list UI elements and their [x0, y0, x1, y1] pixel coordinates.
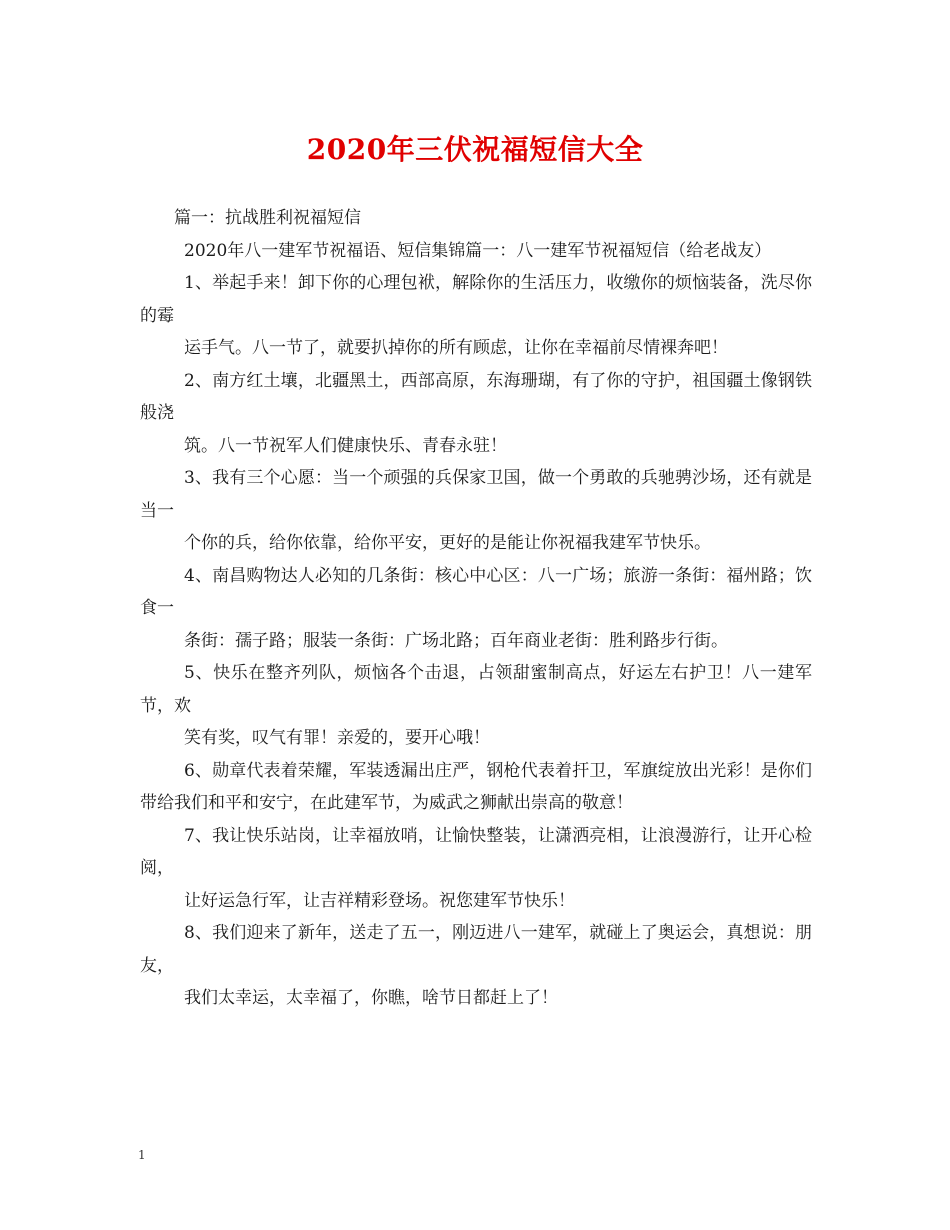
- paragraph: 笑有奖，叹气有罪！亲爱的，要开心哦！: [184, 728, 490, 748]
- paragraph: 让好运急行军，让吉祥精彩登场。祝您建军节快乐！: [184, 890, 575, 911]
- paragraph: 我们太幸运，太幸福了，你瞧，啥节日都赶上了！: [184, 988, 558, 1008]
- paragraph: 2020年八一建军节祝福语、短信集锦篇一：八一建军节祝福短信（给老战友）: [184, 240, 772, 261]
- paragraph: 3、我有三个心愿：当一个顽强的兵保家卫国，做一个勇敢的兵驰骋沙场，还有就是当一: [140, 468, 812, 521]
- paragraph: 篇一：抗战胜利祝福短信: [174, 208, 361, 228]
- paragraph: 5、快乐在整齐列队，烦恼各个击退，占领甜蜜制高点，好运左右护卫！八一建军节，欢: [140, 663, 812, 716]
- paragraph: 1、举起手来！卸下你的心理包袱，解除你的生活压力，收缴你的烦恼装备，洗尽你的霉: [140, 273, 812, 326]
- paragraph: 个你的兵，给你依靠，给你平安，更好的是能让你祝福我建军节快乐。: [184, 533, 711, 553]
- paragraph: 2、南方红土壤，北疆黑土，西部高原，东海珊瑚，有了你的守护，祖国疆土像钢铁般浇: [140, 370, 812, 423]
- paragraph: 筑。八一节祝军人们健康快乐、青春永驻！: [184, 435, 507, 456]
- document-title: 2020年三伏祝福短信大全: [306, 133, 644, 166]
- paragraph: 4、南昌购物达人必知的几条街：核心中心区：八一广场；旅游一条街：福州路；饮食一: [140, 565, 812, 618]
- paragraph: 6、勋章代表着荣耀，军装透漏出庄严，钢枪代表着扞卫，军旗绽放出光彩！是你们带给我们和平和安宁，在此建军节，为威武之狮献出崇高的敬意！: [140, 760, 812, 813]
- paragraph: 条街：孺子路；服装一条街：广场北路；百年商业老街：胜利路步行街。: [184, 630, 728, 651]
- paragraph: 运手气。八一节了，就要扒掉你的所有顾虑，让你在幸福前尽情裸奔吧！: [184, 338, 728, 358]
- paragraph: 8、我们迎来了新年，送走了五一，刚迈进八一建军，就碰上了奥运会，真想说：朋友，: [140, 923, 812, 976]
- paragraph: 7、我让快乐站岗，让幸福放哨，让愉快整装，让潇洒亮相，让浪漫游行，让开心检阅，: [140, 825, 812, 878]
- document-body: [140, 202, 812, 1015]
- page-number: 1: [138, 1148, 146, 1162]
